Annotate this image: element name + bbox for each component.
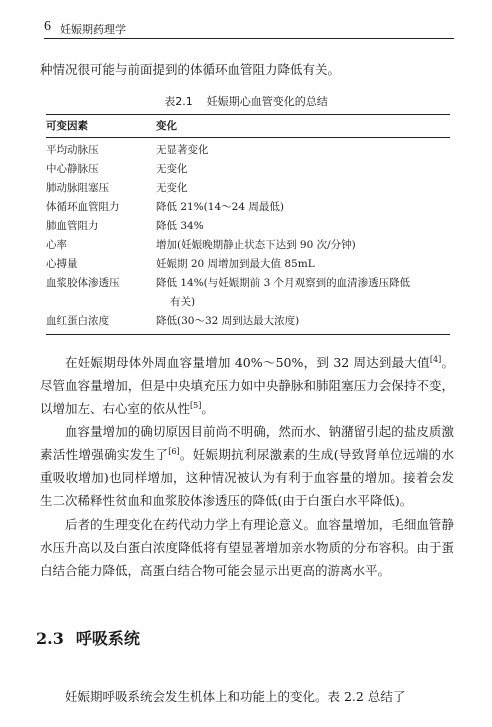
factor-cell: 肺动脉阻塞压 bbox=[46, 182, 109, 194]
col-header-change: 变化 bbox=[156, 120, 177, 132]
section-number: 2.3 bbox=[36, 629, 64, 648]
change-cell: 增加(妊娠晚期静止状态下达到 90 次/分钟) bbox=[156, 239, 356, 251]
change-cell: 无变化 bbox=[156, 163, 188, 175]
table-row bbox=[46, 217, 450, 236]
citation: [6] bbox=[168, 446, 180, 456]
table-header-row bbox=[46, 115, 450, 137]
change-cell: 降低 21%(14～24 周最低) bbox=[156, 201, 284, 213]
factor-cell: 心搏量 bbox=[46, 258, 78, 270]
paragraph-respiratory: 妊娠期呼吸系统会发生机体上和功能上的变化。表 2.2 总结了 bbox=[65, 689, 406, 704]
factor-cell: 平均动脉压 bbox=[46, 144, 99, 156]
citation: [4] bbox=[429, 354, 442, 364]
table-row bbox=[46, 274, 450, 312]
change-cell-continuation: 有关) bbox=[170, 296, 196, 308]
table-row bbox=[46, 179, 450, 198]
table-row bbox=[46, 236, 450, 255]
citation: [5] bbox=[190, 400, 202, 410]
change-cell: 妊娠期 20 周增加到最大值 85mL bbox=[156, 258, 315, 270]
table-bottom-rule bbox=[46, 334, 450, 335]
table-row bbox=[46, 141, 450, 160]
section-title: 呼吸系统 bbox=[75, 629, 140, 648]
table-number: 表2.1 bbox=[164, 95, 193, 108]
table-caption bbox=[0, 93, 492, 109]
factor-cell: 肺血管阻力 bbox=[46, 220, 99, 232]
table-row bbox=[46, 198, 450, 217]
table-row bbox=[46, 255, 450, 274]
paragraph-blood-volume: 在妊娠期母体外周血容量增加 40%～50%，到 32 周达到最大值[4]。尽管血容量增加，但是中央填充压力如中央静脉和肺阻塞压力会保持不变，以增加左、右心室的依从性[5]。 bbox=[40, 354, 454, 416]
intro-line: 种情况很可能与前面提到的体循环血管阻力降低有关。 bbox=[40, 62, 341, 77]
factor-cell: 中心静脉压 bbox=[46, 163, 99, 175]
table-title: 妊娠期心血管变化的总结 bbox=[206, 95, 328, 108]
change-cell: 无变化 bbox=[156, 182, 188, 194]
table-header-rule bbox=[46, 137, 450, 138]
paragraph-pharmacokinetics: 后者的生理变化在药代动力学上有理论意义。血容量增加，毛细血管静水压升高以及白蛋白浓度降低将有望显著增加亲水物质的分布容积。由于蛋白结合能力降低，高蛋白结合物可能会显示出更高的游离水平。 bbox=[40, 517, 454, 578]
factor-cell: 血浆胶体渗透压 bbox=[46, 277, 120, 289]
change-cell: 降低(30～32 周到达最大浓度) bbox=[156, 315, 300, 327]
table-body bbox=[46, 141, 450, 331]
section-heading bbox=[36, 626, 140, 649]
change-cell: 降低 34% bbox=[156, 220, 204, 232]
running-header bbox=[44, 18, 454, 39]
col-header-factor: 可变因素 bbox=[46, 120, 88, 132]
cardio-table bbox=[46, 114, 450, 335]
factor-cell: 血红蛋白浓度 bbox=[46, 315, 109, 327]
page-number: 6 bbox=[44, 19, 51, 34]
factor-cell: 心率 bbox=[46, 239, 67, 251]
factor-cell: 体循环血管阻力 bbox=[46, 201, 120, 213]
paragraph-mechanism: 血容量增加的确切原因目前尚不明确，然而水、钠潴留引起的盐皮质激素活性增强确实发生了[6]。妊娠期抗利尿激素的生成(导致肾单位远端的水重吸收增加)也同样增加，这种情况被认为有利于血容量的增加。接着会发生二次稀释性贫血和血浆胶体渗透压的降低(由于白蛋白水平降低)。 bbox=[40, 424, 454, 508]
table-row bbox=[46, 160, 450, 179]
table-row bbox=[46, 312, 450, 331]
book-title: 妊娠期药理学 bbox=[60, 23, 126, 36]
change-cell: 降低 14%(与妊娠期前 3 个月观察到的血清渗透压降低 有关) bbox=[156, 274, 450, 312]
change-cell: 无显著变化 bbox=[156, 144, 209, 156]
